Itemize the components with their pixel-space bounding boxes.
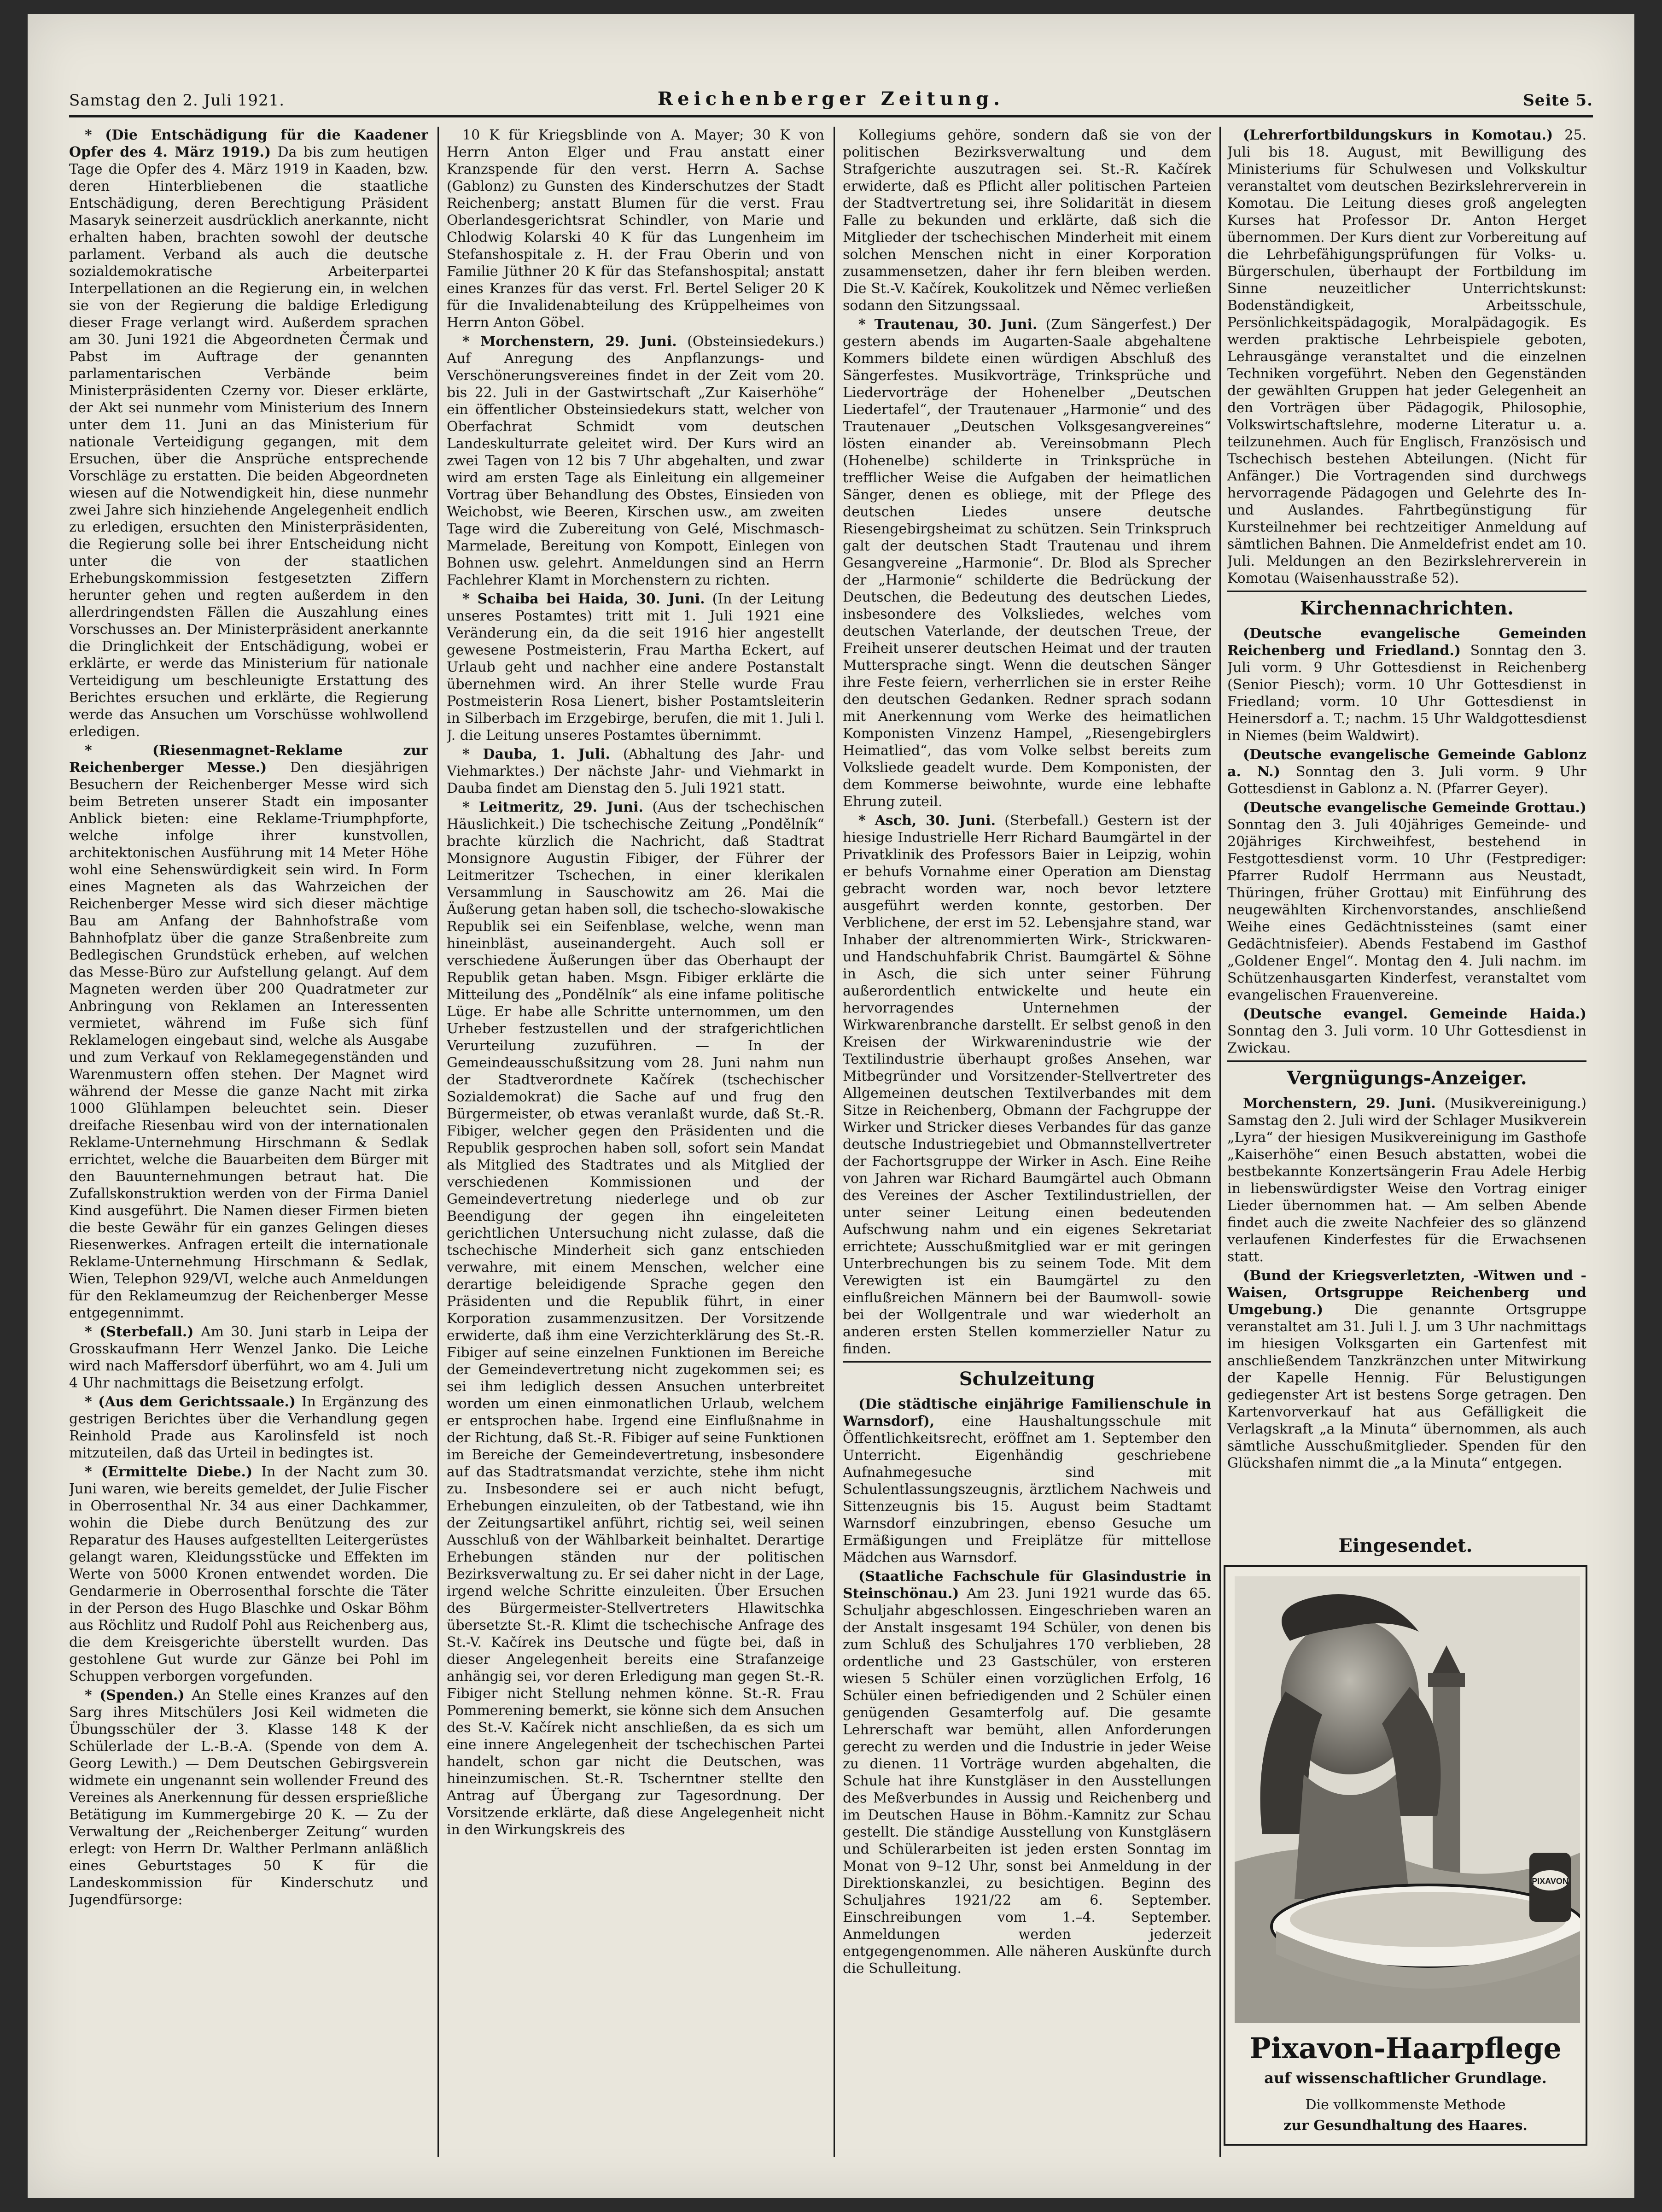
article-paragraph (843, 316, 1211, 810)
article-body: Kollegiums gehöre, sondern daß sie von der politischen Bezirksverwaltung und dem Strafgerichte auszutragen sei. St.-R. Kačírek erwiderte, daß es Pflicht aller politischen Parteien der Stadtvertretung sei, ihre Solidarität in diesem Falle zu bekunden und erklärte, daß sich die Mitglieder der tschechischen Minderheit mit einem solchen Menschen nicht in einer Korporation zusammensetzen, daher ihr fern bleiben werden. Die St.-V. Kačírek, Koukolitzek und Němec verließen sodann den Sitzungssaal. (843, 127, 1211, 314)
article-body: Den diesjährigen Besuchern der Reichenberger Messe wird sich beim Betreten unserer Stadt ein imposanter Anblick bieten: eine Reklame-Triumphpforte, welche infolge ihrer kunstvollen, architektonischen Ausführung mit 14 Meter Höhe wohl eine Sehenswürdigkeit sein wird. In Form eines Magneten als das Wahrzeichen der Reichenberger Messe wird sich dieser mächtige Bau am Anfang der Bahnhofstraße vom Bahnhofplatz über die ganze Straßenbreite zum Bedlegischen Grundstück erheben, auf welchen das Messe-Büro zur Aufstellung gelangt. Auf dem Magneten werden über 200 Quadratmeter zur Anbringung von Reklamen an Interessenten vermietet, während im Fuße sich fünf Reklamelogen eingebaut sind, welche als Ausgabe und zum Verkauf von Reklamegegenständen und Warenmustern offen stehen. Der Magnet wird während der Messe die ganze Nacht mit zirka 1000 Glühlampen beleuchtet sein. Dieser dreifache Riesenbau wird von der internationalen Reklame-Unternehmung Hirschmann & Sedlak errichtet, welche die Bauarbeiten dem Bürger mit den Bauunternehmungen betraut hat. Die Zufallskonstruktion werden von der Firma Daniel Kind ausgeführt. Die Namen dieser Firmen bieten die beste Gewähr für ein ganzes Gelingen dieses Riesenwerkes. Anfragen erteilt die internationale Reklame-Unternehmung Hirschmann & Sedlak, Wien, Telephon 929/VI, welche auch Anmeldungen für den Reklameumzug der Reichenberger Messe entgegennimmt. (69, 760, 428, 1321)
article-heading: (Deutsche evangel. Gemeinde Haida.) (1243, 1006, 1586, 1022)
section-rule (1227, 591, 1586, 592)
article-heading: * Schaiba bei Haida, 30. Juni. (462, 591, 705, 607)
page-number: Seite 5. (1523, 91, 1593, 110)
article-heading: * (Ermittelte Diebe.) (85, 1464, 253, 1480)
article-heading: (Deutsche evangelische Gemeinden Reichenberg und Friedland.) (1227, 626, 1586, 659)
ad-line-1: Die vollkommenste Methode (1305, 2097, 1506, 2113)
article-heading: * (Spenden.) (85, 1687, 185, 1703)
article-heading: * (Riesenmagnet-Reklame zur Reichenberger Messe.) (69, 743, 428, 776)
issue-date: Samstag den 2. Juli 1921. (69, 91, 285, 110)
column-rule (834, 127, 835, 2157)
article-body: Sonntag den 3. Juli vorm. 10 Uhr Gottesdienst in Zwickau. (1227, 1023, 1586, 1056)
column-4 (1227, 127, 1586, 1526)
newspaper-page (28, 14, 1634, 2198)
article-paragraph (843, 127, 1211, 314)
article-heading: (Deutsche evangelische Gemeinde Gablonz a. N.) (1227, 747, 1586, 780)
article-body: eine Haushaltungsschule mit Öffentlichkeitsrecht, eröffnet am 1. September den Unterricht. Eigenhändig geschriebene Aufnahmegesuche sind mit Schulentlassungszeugnis, ärztlichem Nachweis und Sittenzeugnis bis 15. August beim Stadtamt Warnsdorf einzubringen, ebenso Gesuche um Ermäßigungen und Freiplätze für mittellose Mädchen aus Warnsdorf. (843, 1413, 1211, 1566)
article-paragraph (843, 1568, 1211, 1977)
article-heading: * Asch, 30. Juni. (858, 813, 996, 829)
column-rule (437, 127, 439, 2157)
article-heading: * (Aus dem Gerichtssaale.) (85, 1394, 296, 1410)
article-paragraph (1227, 127, 1586, 587)
article-paragraph (447, 127, 824, 331)
article-paragraph (69, 127, 428, 740)
ad-line-2: zur Gesundhaltung des Haares. (1283, 2118, 1528, 2134)
article-paragraph (1227, 1095, 1586, 1265)
article-body: (Obsteinsiedekurs.) Auf Anregung des Anpflanzungs- und Verschönerungsvereines findet in der Zeit vom 20. bis 22. Juli in der Gastwirtschaft „Zur Kaiserhöhe“ ein öffentlicher Obsteinsiedekurs statt, welcher von Oberfachrat Schmidt vom deutschen Landeskulturrate geleitet wird. Der Kurs wird an zwei Tagen von 12 bis 7 Uhr abgehalten, und zwar wird am ersten Tage als Einleitung ein allgemeiner Vortrag über Behandlung des Obstes, Einsieden von Weichobst, wie Beeren, Kirschen usw., am zweiten Tage wird die Zubereitung von Gelé, Mischmasch-Marmelade, Bereitung von Kompott, Einlegen von Bohnen usw. gelehrt. Anmeldungen sind an Herrn Fachlehrer Klamt in Morchenstern zu richten. (447, 334, 824, 588)
article-body: 10 K für Kriegsblinde von A. Mayer; 30 K von Herrn Anton Elger und Frau anstatt einer Kranzspende für den verst. Herrn A. Sachse (Gablonz) zu Gunsten des Kinderschutzes der Stadt Reichenberg; anstatt Blumen für die verst. Frau Oberlandesgerichtsrat Schindler, von Marie und Chlodwig Kolarski 40 K für das Lungenheim im Stefanshospitale z. H. der Frau Oberin und von Familie Jüthner 20 K für das Stefanshospital; anstatt eines Kranzes für das verst. Frl. Bertel Seliger 20 K für die Invalidenabteilung des Krüppelheimes von Herrn Anton Göbel. (447, 127, 824, 331)
ad-illustration (1235, 1576, 1580, 2023)
article-heading: (Deutsche evangelische Gemeinde Grottau.) (1243, 800, 1586, 816)
product-label: PIXAVON (1532, 1877, 1569, 1886)
article-paragraph (843, 812, 1211, 1358)
article-heading: * Dauba, 1. Juli. (462, 746, 610, 762)
article-paragraph (69, 1323, 428, 1392)
article-heading: (Lehrerfortbildungskurs in Komotau.) (1243, 127, 1553, 143)
column-3 (843, 127, 1211, 2161)
article-paragraph (1227, 1006, 1586, 1057)
article-paragraph (69, 742, 428, 1322)
article-body: 25. Juli bis 18. August, mit Bewilligung des Ministeriums für Schulwesen und Volkskultur veranstaltet vom deutschen Bezirkslehrerverein in Komotau. Die Leitung dieses groß angelegten Kurses hat Professor Dr. Anton Herget übernommen. Der Kurs dient zur Vorbereitung auf die Lehrbefähigungsprüfungen für Volks- u. Bürgerschulen, überhaupt der Fortbildung im Sinne neuzeitlicher Unterrichtskunst: Bodenständigkeit, Arbeitsschule, Persönlichkeitspädagogik, Moralpädagogik. Es werden praktische Lehrbeispiele geboten, Lehrausgänge veranstaltet und die einzelnen Techniken vorgeführt. Neben den Gegenständen der gewählten Gruppen hat jeder Gelegenheit an den Vorträgen über Pädagogik, Philosophie, Volkswirtschaftslehre, moderne Literatur u. a. teilzunehmen. Auch für Englisch, Französisch und Tschechisch bestehen Abteilungen. (Nicht für Anfänger.) Die Vortragenden sind durchwegs hervorragende Pädagogen und Gelehrte des In- und Auslandes. Fahrtbegünstigung für Kursteilnehmer bei rechtzeitiger Anmeldung auf sämtlichen Bahnen. Die Anmeldefrist endet am 10. Juli. Meldungen an den Bezirkslehrerverein in Komotau (Waisenhausstraße 52). (1227, 127, 1586, 586)
article-paragraph (447, 591, 824, 744)
section-heading: Kirchennachrichten. (1300, 597, 1514, 619)
article-body: (Musikvereinigung.) Samstag den 2. Juli wird der Schlager Musikverein „Lyra“ der hiesigen Musikvereinigung im Gasthofe „Kaiserhöhe“ einen Besuch abstatten, wobei die bestbekannte Konzertsängerin Frau Adele Herbig in liebenswürdigster Weise den Vortrag einiger Lieder übernommen hat. — Am selben Abende findet auch die zweite Nachfeier des so glänzend verlaufenen Kinderfestes für die Erwachsenen statt. (1227, 1095, 1586, 1265)
masthead (69, 83, 1593, 117)
article-body: Am 23. Juni 1921 wurde das 65. Schuljahr abgeschlossen. Eingeschrieben waren an der Anstalt insgesamt 194 Schüler, von denen bis zum Schluß des Schuljahres 170 verblieben, 28 ordentliche und 23 Gastschüler, von ersteren wiesen 5 Schüler einen vorzüglichen Erfolg, 16 Schüler einen befriedigenden und 2 Schüler einen genügenden Gesamterfolg auf. Die gesamte Lehrerschaft war bemüht, allen Anforderungen gerecht zu werden und die Industrie in jeder Weise zu dienen. 11 Vorträge wurden abgehalten, die Schule hat ihre Kunstgläser in den Ausstellungen des Meßverbundes in Aussig und Reichenberg und im Deutschen Hause in Böhm.-Kamnitz zur Schau gestellt. Die ständige Ausstellung von Kunstgläsern und Schülerarbeiten ist jeden ersten Sonntag im Monat von 9–12 Uhr, sonst bei Anmeldung in der Direktionskanzlei, zu besichtigen. Beginn des Schuljahres 1921/22 am 6. September. Einschreibungen vom 1.–4. September. Anmeldungen werden jederzeit entgegengenommen. Alle näheren Auskünfte durch die Schulleitung. (843, 1586, 1211, 1977)
article-body: In der Nacht zum 30. Juni waren, wie bereits gemeldet, der Julie Fischer in Oberrosenthal Nr. 34 aus einer Dachkammer, wohin die Diebe durch Benützung des zur Reparatur des Hauses aufgestellten Leitergerüstes gelangt waren, Kleidungsstücke und Effekten im Werte von 5000 Kronen entwendet worden. Die Gendarmerie in Oberrosenthal forschte die Täter in der Person des Hugo Blaschke und Oskar Böhm aus Röchlitz und Rudolf Pohl aus Reichenberg aus, die dem Kreisgerichte überstellt wurden. Das gestohlene Gut wurde zur Gänze bei Pohl im Schuppen verborgen vorgefunden. (69, 1464, 428, 1685)
article-body: In Ergänzung des gestrigen Berichtes über die Verhandlung gegen Reinhold Prade aus Karolinsfeld ist noch mitzuteilen, daß das Urteil in bedingtes ist. (69, 1394, 428, 1461)
section-rule (843, 1361, 1211, 1363)
article-body: (In der Leitung unseres Postamtes) tritt mit 1. Juli 1921 eine Veränderung ein, da die seit 1916 hier angestellt gewesene Postmeisterin, Frau Martha Eckert, auf Urlaub geht und nachher eine andere Postanstalt übernehmen wird. An ihrer Stelle wurde Frau Postmeisterin Rosa Lienert, bisher Postamtsleiterin in Silberbach im Erzgebirge, berufen, die mit 1. Juli l. J. die Leitung unseres Postamtes übernimmt. (447, 591, 824, 743)
section-heading: Schulzeitung (959, 1368, 1095, 1390)
ad-frame (1224, 1565, 1587, 2146)
article-body: Sonntag den 3. Juli 40jähriges Gemeinde- und 20jähriges Kirchweihfest, bestehend in Festgottesdienst vorm. 10 Uhr (Festprediger: Pfarrer Rudolf Herrmann aus Neustadt, Thüringen, früher Grottau) mit Einführung des neugewählten Kirchenvorstandes, anschließend Weihe eines Gedächtnissteines (samt einer Gedächtnisfeier). Abends Festabend im Gasthof „Goldener Engel“. Montag den 4. Juli nachm. im Schützenhausgarten Kinderfest, veranstaltet vom evangelischen Frauenvereine. (1227, 817, 1586, 1003)
article-paragraph (69, 1393, 428, 1462)
article-body: An Stelle eines Kranzes auf den Sarg ihres Mitschülers Josi Keil widmeten die Übungsschüler der 3. Klasse 148 K der Schülerlade der L.-B.-A. (Spende von dem A. Georg Lewith.) — Dem Deutschen Gebirgsverein widmete ein ungenannt sein wollender Freund des Vereines als Anerkennung für dessen ersprießliche Betätigung im Kummergebirge 20 K. — Zu der Verwaltung der „Reichenberger Zeitung“ wurden erlegt: von Herrn Dr. Walther Perlmann anläßlich eines Geburtstages 50 K für die Landeskommission für Kinderschutz und Jugendfürsorge: (69, 1687, 428, 1908)
article-paragraph (447, 799, 824, 1838)
article-paragraph (69, 1687, 428, 1908)
article-heading: (Die städtische einjährige Familienschule in Warnsdorf), (843, 1396, 1211, 1429)
article-body: Sonntag den 3. Juli vorm. 9 Uhr Gottesdienst in Gablonz a. N. (Pfarrer Geyer). (1227, 764, 1586, 797)
article-heading: * Leitmeritz, 29. Juni. (462, 799, 644, 815)
article-heading: Morchenstern, 29. Juni. (1243, 1095, 1436, 1112)
article-heading: * (Die Entschädigung für die Kaadener Opfer des 4. März 1919.) (69, 127, 428, 160)
newspaper-title: Reichenberger Zeitung. (657, 88, 1005, 110)
article-body: Da bis zum heutigen Tage die Opfer des 4. März 1919 in Kaaden, bzw. deren Hinterbliebenen die staatliche Entschädigung, deren Berechtigung Präsident Masaryk seinerzeit ausdrücklich anerkannte, nicht erhalten haben, brachten sowohl der deutsche parlament. Verband als auch die deutsche sozialdemokratische Arbeiterpartei Interpellationen an die Regierung ein, in welchen sie von der Regierung die baldige Erledigung dieser Frage verlangt wird. Außerdem sprachen am 30. Juni 1921 die Abgeordneten Čermak und Pabst im Auftrage der genannten parlamentarischen Verbände beim Ministerpräsidenten Czerny vor. Dieser erklärte, der Akt sei nunmehr vom Ministerium des Innern unter dem 11. Juni an das Ministerium für nationale Verteidigung gegangen, mit dem Ersuchen, über die Ansprüche entsprechende Vorschläge zu erstatten. Die beiden Abgeordneten wiesen auf die Notwendigkeit hin, diese nunmehr zwei Jahre sich hinziehende Angelegenheit endlich zu erledigen, ersuchten den Ministerpräsidenten, die Regierung solle bei ihrer Entscheidung nicht unter die von der staatlichen Erhebungskommission festgesetzten Ziffern herunter gehen und regten außerdem in den allerdringendsten Fällen die Auszahlung eines Vorschusses an. Der Ministerpräsident anerkannte die Dringlichkeit der Entschädigung, wobei er erklärte, er werde das Ministerium für nationale Verteidigung um beschleunigte Erstattung des Berichtes ersuchen und erklärte, die Regierung werde das Ansuchen um Vorschüsse wohlwollend erledigen. (69, 144, 428, 740)
article-paragraph (69, 1463, 428, 1685)
article-body: Am 30. Juni starb in Leipa der Grosskaufmann Herr Wenzel Janko. Die Leiche wird nach Maffersdorf überführt, wo am 4. Juli um 4 Uhr nachmittags die Beisetzung erfolgt. (69, 1324, 428, 1391)
article-body: (Zum Sängerfest.) Der gestern abends im Augarten-Saale abgehaltene Kommers bildete einen würdigen Abschluß des Sängerfestes. Musikvorträge, Trinksprüche und Liedervorträge der Hohenelber „Deutschen Liedertafel“, der Trautenauer „Harmonie“ und des Trautenauer „Deutschen Volksgesangvereines“ lösten einander ab. Vereinsobmann Plech (Hohenelbe) schilderte in Trinksprüche in trefflicher Weise die Aufgaben der heimatlichen Sänger, denen es obliege, mit der Pflege des deutschen Liedes unsere deutsche Riesengebirgsheimat zu schützen. Sein Trinkspruch galt der deutschen Stadt Trautenau und ihrem Gesangvereine „Harmonie“. Dr. Blod als Sprecher der „Harmonie“ schilderte die Bedrückung der Deutschen, die Bedeutung des deutschen Liedes, insbesondere des Volksliedes, welches vom deutschen Vaterlande, der deutschen Treue, der Freiheit unserer deutschen Heimat und der trauten Muttersprache singt. Wenn die deutschen Sänger ihre Feste feiern, verherrlichen sie in erster Reihe den deutschen Gedanken. Redner sprach sodann mit Anerkennung vom Werke des heimatlichen Komponisten Vinzenz Hampel, „Riesengebirglers Heimatlied“, das vom Volke selbst bereits zum Volksliede geadelt wurde. Dem Komponisten, der dem Kommerse beiwohnte, wurde eine lebhafte Ehrung zuteil. (843, 316, 1211, 810)
article-paragraph (447, 746, 824, 797)
column-1 (69, 127, 428, 2161)
article-paragraph (1227, 625, 1586, 744)
section-heading: Vergnügungs-Anzeiger. (1287, 1067, 1527, 1089)
article-heading: (Staatliche Fachschule für Glasindustrie in Steinschönau.) (843, 1568, 1211, 1602)
article-paragraph (843, 1396, 1211, 1566)
article-paragraph (1227, 746, 1586, 797)
article-body: (Sterbefall.) Gestern ist der hiesige Industrielle Herr Richard Baumgärtel in der Privatklinik des Professors Baier in Leipzig, wohin er behufs Vornahme einer Operation am Dienstag gebracht worden war, noch bevor letztere ausgeführt werden konnte, gestorben. Der Verblichene, der erst im 52. Lebensjahre stand, war Inhaber der altrenommierten Wirk-, Strickwaren- und Handschuhfabrik Christ. Baumgärtel & Söhne in Asch, die sich unter seiner Führung außerordentlich entwickelte und heute ein hervorragendes Unternehmen der Wirkwarenbranche darstellt. Er selbst genoß in den Kreisen der Wirkwarenindustrie wie der Textilindustrie überhaupt großes Ansehen, war Mitbegründer und Vorsitzender-Stellvertreter des Allgemeinen deutschen Textilverbandes mit dem Sitze in Reichenberg, Obmann der Fachgruppe der Wirker und Stricker dieses Verbandes für das ganze deutsche Industriegebiet und Obmannstellvertreter der Fachortsgruppe der Wirker in Asch. Eine Reihe von Jahren war Richard Baumgärtel auch Obmann des Vereines der Ascher Textilindustriellen, der unter seiner Leitung einen bedeutenden Aufschwung nahm und ein eigenes Sekretariat errichtete; Ausschußmitglied war er mit geringen Unterbrechungen bis zu seinem Tode. Mit dem Verewigten ist ein Baumgärtel zu den einflußreichen Männern bei der Baumwoll- sowie bei der Wollgentrale und war wiederholt an anderen ersten Stellen kommerzieller Natur zu finden. (843, 813, 1211, 1357)
article-paragraph (1227, 799, 1586, 1004)
article-heading: * Morchenstern, 29. Juni. (462, 334, 677, 350)
article-heading: * Trautenau, 30. Juni. (858, 316, 1038, 333)
section-rule (1227, 1060, 1586, 1062)
article-paragraph (447, 333, 824, 589)
article-body: Sonntag den 3. Juli vorm. 9 Uhr Gottesdienst in Reichenberg (Senior Piesch); vorm. 10 Uhr Gottesdienst in Friedland; vorm. 10 Uhr Gottesdienst in Heinersdorf a. T.; nachm. 15 Uhr Waldgottesdienst in Niemes (beim Waldwirt). (1227, 643, 1586, 744)
ad-subtitle: auf wissenschaftlicher Grundlage. (1264, 2069, 1547, 2087)
article-paragraph (1227, 1267, 1586, 1472)
column-rule (1219, 127, 1221, 2157)
advertisement (1224, 1534, 1587, 2147)
ad-title: Pixavon-Haarpflege (1249, 2031, 1562, 2065)
ad-heading: Eingesendet. (1338, 1535, 1473, 1557)
column-2 (447, 127, 824, 2161)
article-heading: (Bund der Kriegsverletzten, -Witwen und -Waisen, Ortsgruppe Reichenberg und Umgebung.) (1227, 1268, 1586, 1318)
article-body: (Aus der tschechischen Häuslichkeit.) Die tschechische Zeitung „Pondělník“ brachte kürzlich die Nachricht, daß Stadtrat Monsignore Augustin Fibiger, der Führer der Leitmeritzer Tschechen, in einer klerikalen Versammlung in Sauschowitz am 26. Mai die Äußerung getan haben soll, die tschecho-slowakische Republik sei ein Seifenblase, welche, wenn man hineinbläst, auseinandergeht. Auch soll er verschiedene Äußerungen über das Oberhaupt der Republik getan haben. Msgn. Fibiger erklärte die Mitteilung des „Pondělník“ als eine infame politische Lüge. Er habe alle Schritte unternommen, um den Urheber festzustellen und der strafgerichtlichen Verurteilung zuzuführen. — In der Gemeindeausschußsitzung vom 28. Juni nahm nun der Stadtverordnete Kačírek (tschechischer Sozialdemokrat) die Sache auf und frug den Bürgermeister, ob etwas veranlaßt wurde, daß St.-R. Fibiger, welcher gegen den Präsidenten und die Republik gesprochen haben soll, sofort sein Mandat als Mitglied des Stadtrates und als Mitglied der verschiedenen Kommissionen und der Gemeindevertretung niederlege und ob zur Beendigung der gegen ihn eingeleiteten gerichtlichen Untersuchung nicht zulasse, daß die tschechische Minderheit sich ganz entschieden verwahre, mit einem Menschen, welcher eine derartige beleidigende Sprache gegen den Präsidenten und die Republik führt, in einer Korporation zusammenzusitzen. Der Vorsitzende erwiderte, daß ihm eine Verzichterklärung des St.-R. Fibiger auf seine einzelnen Funktionen im Bereiche der Gemeindevertretung nicht zugekommen sei; es sei ihm lediglich dessen Ansuchen unterbreitet worden um einen einmonatlichen Urlaub, welchem er entsprochen habe. Irgend eine Einflußnahme in der Richtung, daß St.-R. Fibiger auf seine Funktionen im Bereiche der Gemeindevertretung, insbesondere auf das Stadtratsmandat verzichte, stehe ihm nicht zu. Insbesondere sei er auch nicht befugt, Erhebungen einzuleiten, ob der Tatbestand, wie ihn der Zeitungsartikel anführt, richtig sei, weil seinen Ausschluß von der Wählbarkeit beinhaltet. Derartige Erhebungen ständen nur der politischen Bezirksverwaltung zu. Er sei daher nicht in der Lage, irgend welche Schritte einzuleiten. Über Ersuchen des Bürgermeister-Stellvertreters Hlawitschka übersetzte St.-R. Klimt die tschechische Anfrage des St.-V. Kačírek ins Deutsche und fügte bei, daß in dieser Angelegenheit bereits eine Strafanzeige anhängig sei, vor deren Erledigung man gegen St.-R. Fibiger nicht Stellung nehmen könne. St.-R. Frau Pommerening bemerkt, sie könne sich dem Ansuchen des St.-V. Kačírek nicht anschließen, da es sich um eine innere Angelegenheit der tschechischen Partei handelt, schon gar nicht die Deutschen, was hineinzumischen. St.-R. Tscherntner stellte den Antrag auf Übergang zur Tagesordnung. Der Vorsitzende erklärte, daß diese Angelegenheit nicht in den Wirkungskreis des (447, 799, 824, 1838)
article-body: (Abhaltung des Jahr- und Viehmarktes.) Der nächste Jahr- und Viehmarkt in Dauba findet am Dienstag den 5. Juli 1921 statt. (447, 746, 824, 796)
article-heading: * (Sterbefall.) (85, 1324, 194, 1340)
article-body: Die genannte Ortsgruppe veranstaltet am 31. Juli l. J. um 3 Uhr nachmittags im hiesigen Volksgarten ein Gartenfest mit anschließendem Tanzkränzchen unter Mitwirkung der Kapelle Hennig. Für Belustigungen gediegenster Art ist bestens Sorge getragen. Den Kartenvorverkauf hat aus Gefälligkeit die Verlagskraft „a la Minuta“ übernommen, als auch sämtliche Ausschußmitglieder. Spenden für den Glückshafen nimmt die „a la Minuta“ entgegen. (1227, 1302, 1586, 1471)
